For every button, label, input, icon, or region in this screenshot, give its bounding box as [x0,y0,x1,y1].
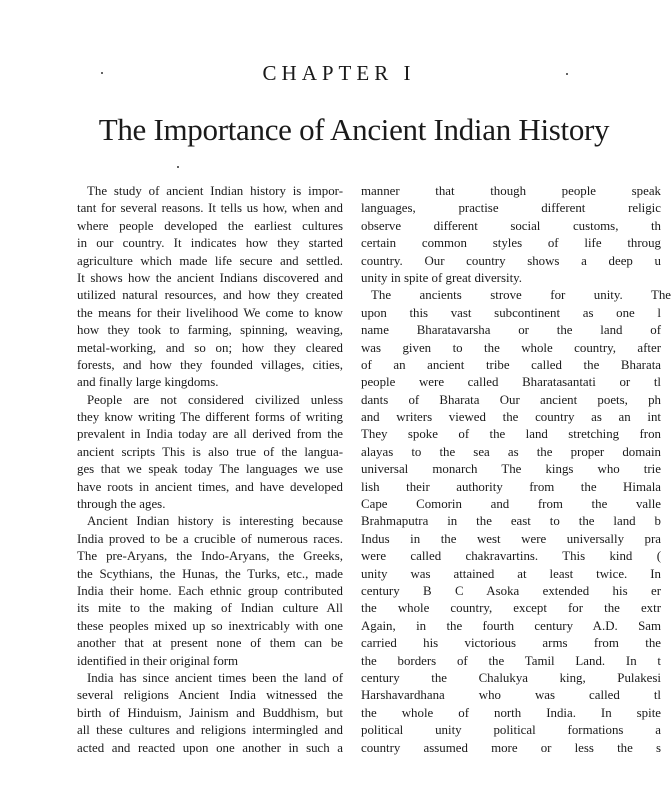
text-line: lish their authority from the Himala [361,479,661,494]
text-line: Again, in the fourth century A.D. Sam [361,618,661,633]
text-line: agriculture which made life secure and settled. [77,253,343,268]
text-line: India their home. Each ethnic group contributed [77,583,343,598]
text-line: They spoke of the land stretching fron [361,427,661,442]
text-line: People are not considered civilized unless [87,392,343,407]
text-line: prevalent in India today are all derived from the [77,427,343,442]
text-line: country. Our country shows a deep u [361,253,661,268]
print-speck [177,166,179,168]
text-line: acted and reacted upon one another in such a [77,740,343,755]
text-line: forests, and how they founded villages, cities, [77,357,343,372]
text-line: people were called Bharatasantati or tl [361,375,661,390]
text-line: Ancient Indian history is interesting because [87,514,343,529]
text-line: century B C Asoka extended his er [361,583,661,598]
text-line: name Bharatavarsha or the land of [361,323,661,338]
text-line: The study of ancient Indian history is impor- [87,184,343,198]
text-line: ges that we speak today The languages we use [77,462,343,477]
left-text-column [77,183,343,757]
text-line: where people developed the earliest cultures [77,218,343,233]
text-line: its mite to the making of Indian culture All [77,601,343,616]
text-line: the whole of north India. In spite [361,705,661,720]
text-line: birth of Hinduism, Jainism and Buddhism, but [77,705,343,720]
text-line: another that at present none of them can be [77,636,343,651]
text-line: unity in spite of great diversity. [361,270,522,285]
text-line: universal monarch The kings who trie [361,462,661,477]
text-line: It shows how the ancient Indians discovered and [77,270,343,285]
text-line: The pre-Aryans, the Indo-Aryans, the Greeks, [77,549,343,564]
text-line: alayas to the sea as the proper domain [361,444,661,459]
text-line: was given to the whole country, after [361,340,661,355]
text-line: upon this vast subcontinent as one l [361,305,661,320]
text-line: manner that though people speak [361,184,661,198]
text-line: carried his victorious arms from the [361,636,661,651]
text-line: have roots in ancient times, and have developed [77,479,343,494]
text-line: all these cultures and religions intermingled and [77,723,343,738]
text-line: century the Chalukya king, Pulakesi [361,670,661,685]
text-line: the whole country, except for the extr [361,601,661,616]
right-text-column [361,183,671,757]
text-line: how they took to farming, spinning, weaving, [77,323,343,338]
text-line: The ancients strove for unity. The [371,288,671,303]
text-line: were called chakravartins. This kind ( [361,549,661,564]
chapter-heading: CHAPTER I [262,61,416,85]
text-line: the means for their livelihood We come to know [77,305,343,320]
text-line: Harshavardhana who was called tl [361,688,661,703]
text-line: Cape Comorin and from the valle [361,497,661,512]
text-line: political unity political formations a [361,723,661,738]
text-line: of an ancient tribe called the Bharata [361,357,661,372]
text-line: through the ages. [77,497,166,512]
text-line: the borders of the Tamil Land. In t [361,653,661,668]
text-line: observe different social customs, th [361,218,661,233]
text-line: country assumed more or less the s [361,740,661,755]
text-line: utilized natural resources, and how they created [77,288,343,303]
text-line: India proved to be a crucible of numerous races. [77,531,343,546]
text-line: Indus in the west were universally pra [361,531,661,546]
text-line: several religions Ancient India witnessed the [77,688,343,703]
chapter-title: The Importance of Ancient Indian History [98,112,610,147]
text-line: India has since ancient times been the land of [87,670,343,685]
text-line: Brahmaputra in the east to the land b [361,514,661,529]
text-line: and writers viewed the country as an int [361,410,661,425]
text-line: these peoples mixed up so inextricably with one [77,618,343,633]
text-line: dants of Bharata Our ancient poets, ph [361,392,661,407]
text-line: the Scythians, the Hunas, the Turks, etc., made [77,566,343,581]
text-line: they know writing The different forms of writing [77,410,343,425]
text-line: and finally large kingdoms. [77,375,219,390]
text-line: certain common styles of life throug [361,236,661,251]
text-line: metal-working, and so on; how they cleared [77,340,343,355]
text-line: languages, practise different religic [361,201,661,216]
text-line: tant for several reasons. It tells us how, when and [77,201,343,216]
text-line: ancient scripts This is also true of the langua- [77,444,343,459]
text-line: unity was attained at least twice. In [361,566,661,581]
text-line: in our country. It indicates how they started [77,236,343,251]
text-line: identified in their original form [77,653,239,668]
